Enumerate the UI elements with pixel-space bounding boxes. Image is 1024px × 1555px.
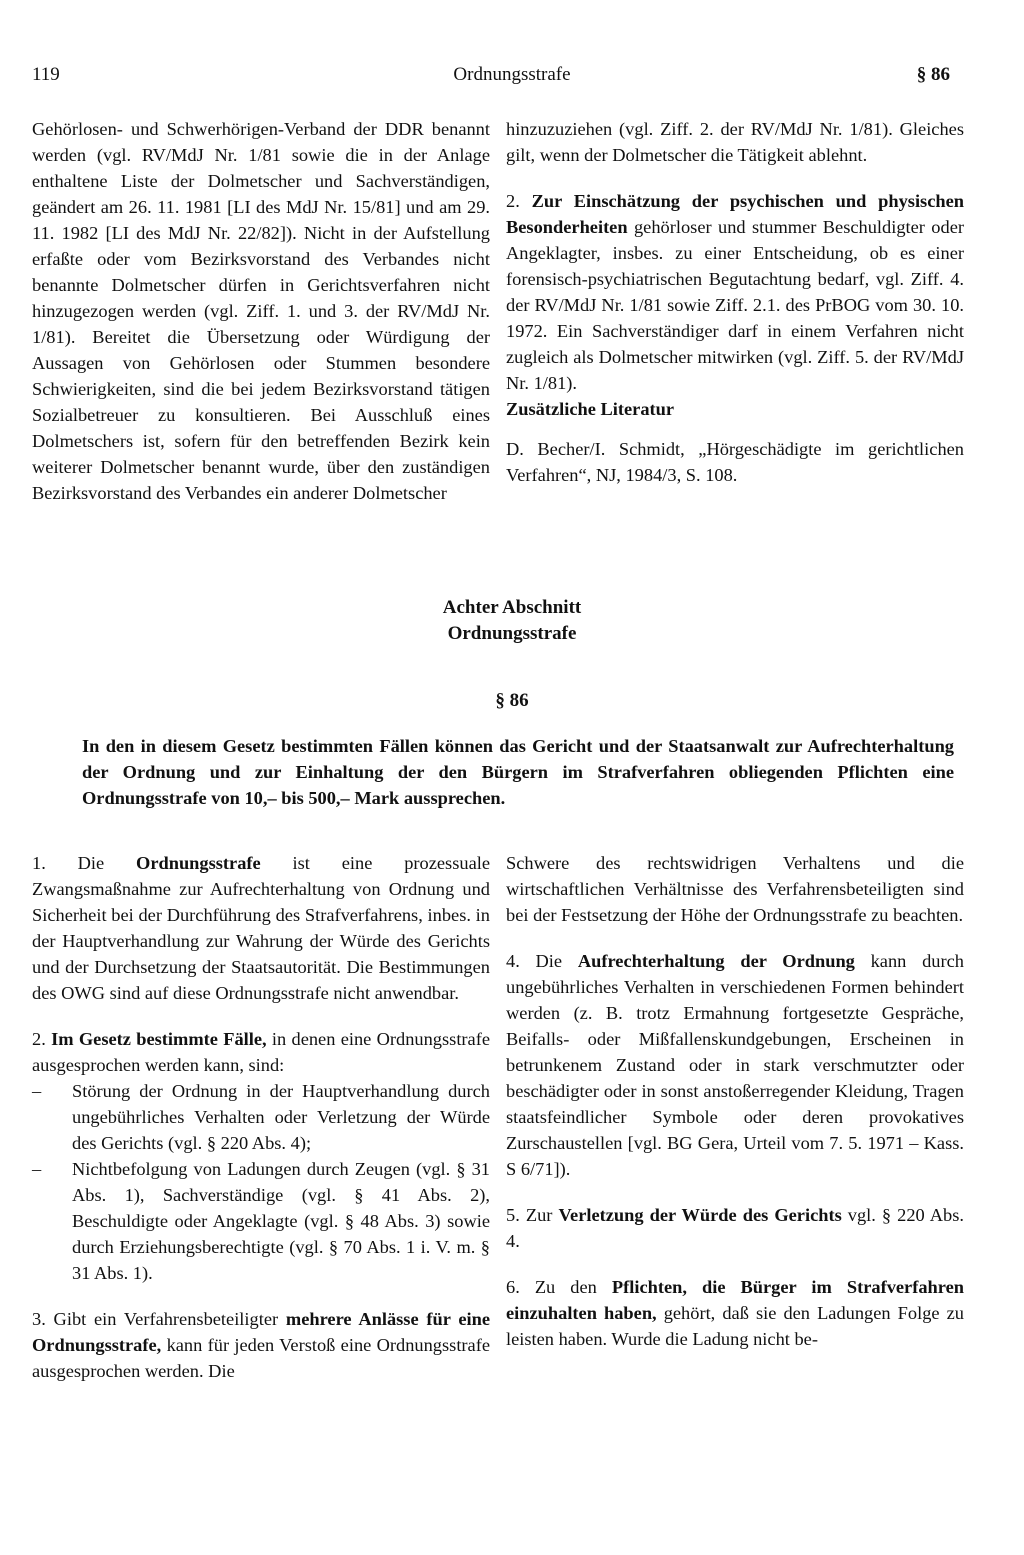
commentary-right-column <box>506 850 964 1352</box>
list-item <box>32 1156 490 1286</box>
commentary-paragraph-6: 6. Zu den Pflichten, die Bürger im Strafverfahren einzuhalten haben, gehört, daß sie den Ladungen Folge zu leisten haben. Wurde die Ladung nicht be- <box>506 1277 964 1349</box>
running-section: § 86 <box>916 64 950 85</box>
list-item-text: Störung der Ordnung in der Hauptverhandlung durch ungebührliches Verhalten oder Verletzung der Würde des Gerichts (vgl. § 220 Abs. 4); <box>72 1081 490 1153</box>
paragraph-keyword: Pflichten, die Bürger im Strafverfahren einzuhalten haben, <box>506 1277 964 1323</box>
top-right-column <box>506 116 964 488</box>
statute-text: In den in diesem Gesetz bestimmten Fällen können das Gericht und der Staatsanwalt zur Aufrechterhaltung der Ordnung und zur Einhaltung der den Bürgern im Strafverfahren obliegenden Pflichten eine Ordnungsstrafe von 10,– bis 500,– Mark aussprechen. <box>82 736 954 808</box>
paragraph-keyword: mehrere Anlässe für eine Ordnungsstrafe, <box>32 1309 491 1355</box>
section-heading-line2: Ordnungsstrafe <box>447 623 577 644</box>
commentary-paragraph-3: 3. Gibt ein Verfahrensbeteiligter mehrere Anlässe für eine Ordnungsstrafe, kann für jeden Verstoß eine Ordnungsstrafe ausgesprochen werden. Die <box>32 1309 491 1381</box>
literature-heading: Zusätzliche Literatur <box>506 399 675 419</box>
page-number: 119 <box>32 64 60 85</box>
top-left-column <box>32 116 490 506</box>
paragraph-keyword: Verletzung der Würde des Gerichts <box>558 1205 842 1225</box>
paragraph-keyword: Im Gesetz bestimmte Fälle, <box>51 1029 267 1049</box>
commentary-paragraph-1: 1. Die Ordnungsstrafe ist eine prozessuale Zwangsmaßnahme zur Aufrechterhaltung von Ordnung und Sicherheit bei der Durchführung des Strafverfahrens, inbes. in der Hauptverhandlung zur Wahrung der Würde des Gerichts und der Durchsetzung der Staatsautorität. Die Bestimmungen des OWG sind auf diese Ordnungsstrafe nicht anwendbar. <box>32 853 490 1003</box>
list-item-text: Nichtbefolgung von Ladungen durch Zeugen (vgl. § 31 Abs. 1), Sachverständige (vgl. § 41 Abs. 2), Beschuldigte oder Angeklagte (vgl. § 48 Abs. 3) sowie durch Erziehungsberechtigte (vgl. § 70 Abs. 1 i. V. m. § 31 Abs. 1). <box>72 1159 490 1283</box>
paragraph-text: gehörloser und stummer Beschuldigter oder Angeklagter, insbes. zu einer Entscheidung, ob es einer forensisch-psychiatrischen Begutachtung bedarf, vgl. Ziff. 4. der RV/MdJ Nr. 1/81 sowie Ziff. 2.1. des PrBOG vom 30. 10. 1972. Ein Sachverständiger darf in einem Verfahren nicht zugleich als Dolmetscher mitwirken (vgl. Ziff. 5. der RV/MdJ Nr. 1/81). <box>506 217 964 393</box>
commentary-paragraph-2: 2. Im Gesetz bestimmte Fälle, in denen eine Ordnungsstrafe ausgesprochen werden kann, sind: <box>32 1029 490 1075</box>
commentary-paragraph-5: 5. Zur Verletzung der Würde des Gerichts vgl. § 220 Abs. 4. <box>506 1205 964 1251</box>
commentary-left-column <box>32 850 490 1384</box>
section-heading-line1: Achter Abschnitt <box>442 597 582 618</box>
paragraph-heading: § 86 <box>495 690 529 711</box>
commentary-paragraph-4: 4. Die Aufrechterhaltung der Ordnung kann durch ungebührliches Verhalten in verschiedenen Formen behindert werden (z. B. trotz Ermahnung fortgesetzte Gespräche, Beifalls- oder Mißfallenskundgebungen, Erscheinen in betrunkenem Zustand oder in stark verschmutzter oder beschädigter oder in sonst anstoßerregender Kleidung, Tragen staatsfeindlicher Symbole oder deren provokatives Zurschaustellen [vgl. BG Gera, Urteil vom 7. 5. 1971 – Kass. S 6/71]). <box>506 951 964 1179</box>
top-right-paragraph-1: hinzuzuziehen (vgl. Ziff. 2. der RV/MdJ Nr. 1/81). Gleiches gilt, wenn der Dolmetscher die Tätigkeit ablehnt. <box>506 119 964 165</box>
commentary-paragraph-3-continued: Schwere des rechtswidrigen Verhaltens und die wirtschaftlichen Verhältnisse des Verfahrensbeteiligten sind bei der Festsetzung der Höhe der Ordnungsstrafe zu beachten. <box>506 853 964 925</box>
top-left-paragraph: Gehörlosen- und Schwerhörigen-Verband der DDR benannt werden (vgl. RV/MdJ Nr. 1/81 sowie die in der Anlage enthaltene Liste der Dolmetscher und Sachverständigen, geändert am 26. 11. 1981 [LI des MdJ Nr. 15/81] und am 29. 11. 1982 [LI des MdJ Nr. 22/82]). Nicht in der Aufstellung erfaßte oder vom Bezirksvorstand des Verbandes nicht benannte Dolmetscher dürfen in Gerichtsverfahren nicht hinzugezogen werden (vgl. Ziff. 1. und 3. der RV/MdJ Nr. 1/81). Bereitet die Übersetzung oder Würdigung der Aussagen von Gehörlosen oder Stummen besondere Schwierigkeiten, sind die bei jedem Bezirksvorstand tätigen Sozialbetreuer zu konsultieren. Bei Ausschluß eines Dolmetschers ist, sofern für den betreffenden Bezirk kein weiterer Dolmetscher benannt wurde, über den zuständigen Bezirksvorstand des Verbandes ein anderer Dolmetscher <box>32 119 490 503</box>
paragraph-keyword: Ordnungsstrafe <box>136 853 261 873</box>
paragraph-number: 2. <box>506 191 532 211</box>
running-title: Ordnungsstrafe <box>453 64 571 85</box>
top-right-paragraph-2 <box>506 188 964 396</box>
literature-entry: D. Becher/I. Schmidt, „Hörgeschädigte im gerichtlichen Verfahren“, NJ, 1984/3, S. 108. <box>506 439 964 485</box>
paragraph-keyword: Zur Einschätzung der psychischen und physischen Besonderheiten <box>506 191 964 237</box>
dash-bullet: – <box>32 1081 42 1101</box>
paragraph-keyword: Aufrechterhaltung der Ordnung <box>577 951 855 971</box>
list-item <box>32 1078 490 1156</box>
dash-bullet: – <box>32 1159 42 1179</box>
